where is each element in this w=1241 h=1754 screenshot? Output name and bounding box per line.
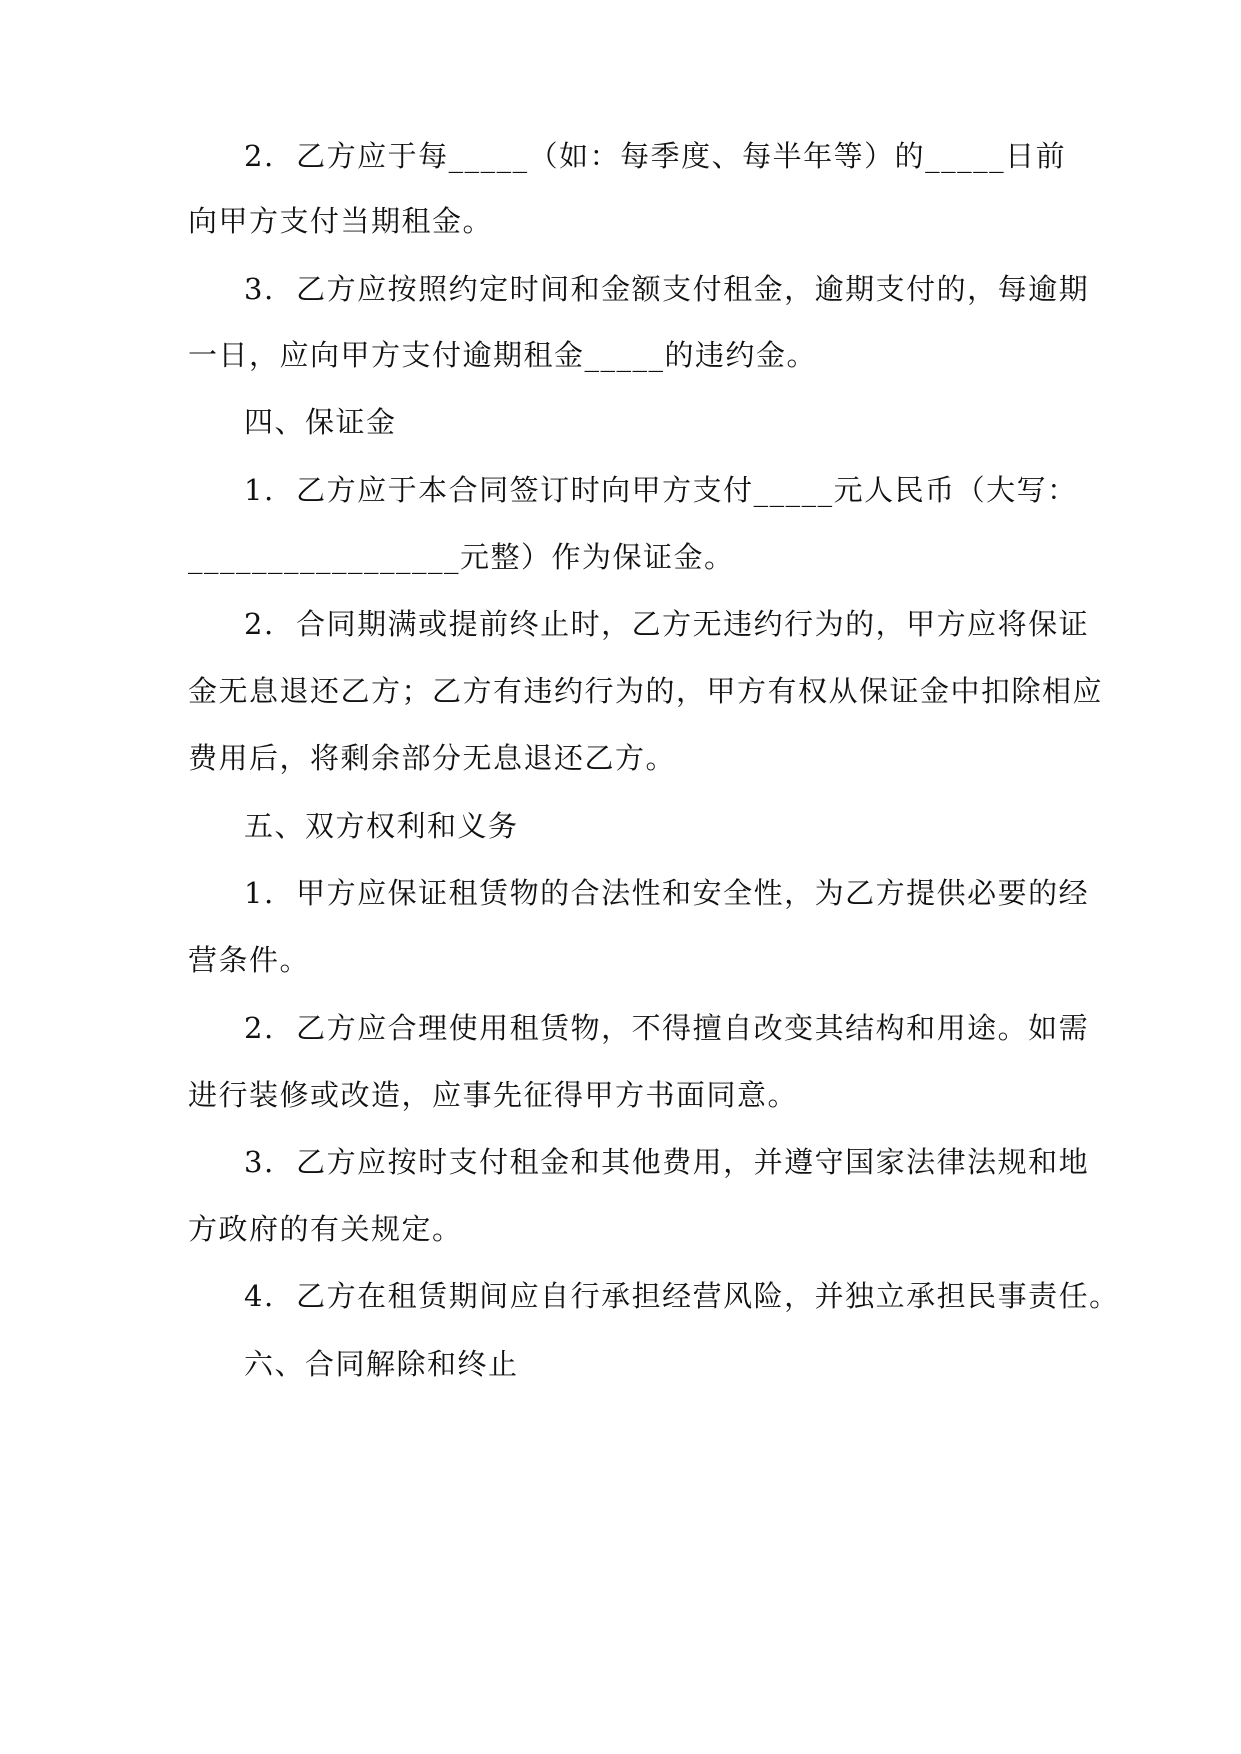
clause-4-1-line-1: 1. 乙方应于本合同签订时向甲方支付_____元人民币（大写： — [244, 473, 1078, 507]
section-6-heading: 六、合同解除和终止 — [244, 1347, 519, 1381]
clause-5-3-line-2: 方政府的有关规定。 — [188, 1212, 463, 1246]
clause-5-3-line-1: 3. 乙方应按时支付租金和其他费用，并遵守国家法律法规和地 — [244, 1145, 1090, 1179]
clause-3-2-line-2: 向甲方支付当期租金。 — [188, 204, 494, 238]
clause-5-1-line-1: 1. 甲方应保证租赁物的合法性和安全性，为乙方提供必要的经 — [244, 876, 1090, 910]
clause-5-2-line-2: 进行装修或改造，应事先征得甲方书面同意。 — [188, 1078, 799, 1112]
clause-4-2-line-3: 费用后，将剩余部分无息退还乙方。 — [188, 741, 677, 775]
clause-5-2-line-1: 2. 乙方应合理使用租赁物，不得擅自改变其结构和用途。如需 — [244, 1011, 1090, 1045]
section-4-heading: 四、保证金 — [244, 405, 397, 439]
clause-3-2-line-1: 2. 乙方应于每_____（如：每季度、每半年等）的_____日前 — [244, 139, 1067, 173]
clause-5-1-line-2: 营条件。 — [188, 943, 311, 977]
clause-3-3-line-2: 一日，应向甲方支付逾期租金_____的违约金。 — [188, 338, 818, 372]
clause-4-2-line-2: 金无息退还乙方；乙方有违约行为的，甲方有权从保证金中扣除相应 — [188, 674, 1104, 708]
clause-3-3-line-1: 3. 乙方应按照约定时间和金额支付租金，逾期支付的，每逾期 — [244, 272, 1090, 306]
section-5-heading: 五、双方权利和义务 — [244, 809, 519, 843]
clause-5-4-line-1: 4. 乙方在租赁期间应自行承担经营风险，并独立承担民事责任。 — [244, 1279, 1120, 1313]
clause-4-1-line-2: _________________元整）作为保证金。 — [188, 540, 735, 574]
clause-4-2-line-1: 2. 合同期满或提前终止时，乙方无违约行为的，甲方应将保证 — [244, 607, 1090, 641]
